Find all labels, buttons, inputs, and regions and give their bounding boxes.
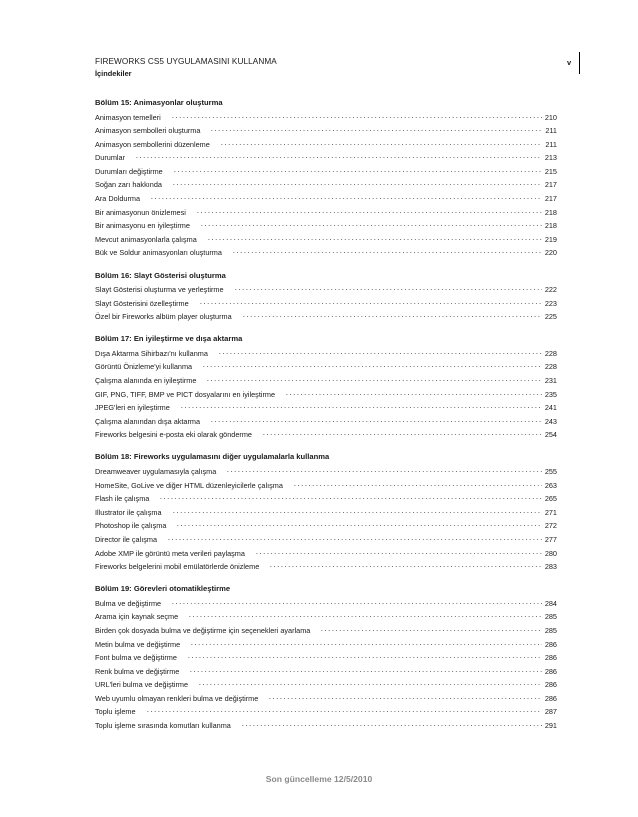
toc-entry[interactable] (95, 651, 557, 665)
toc-entry[interactable] (95, 547, 557, 561)
chapter-title[interactable]: Bölüm 19: Görevleri otomatikleştirme (95, 584, 231, 594)
toc-entry-label: Toplu işleme (95, 707, 136, 717)
dot-leader (268, 698, 542, 699)
toc-entry-page: 219 (544, 234, 557, 244)
page-number: v (567, 58, 572, 67)
toc-entry[interactable] (95, 388, 557, 402)
chapter-block (95, 333, 557, 442)
toc-entry-label: Ara Doldurma (95, 194, 141, 204)
dot-leader (200, 225, 542, 226)
toc-entry-label: Slayt Gösterisi oluşturma ve yerleştirme (95, 285, 224, 295)
dot-leader (206, 380, 541, 381)
toc-entry-label: Animasyon sembolleri oluşturma (95, 126, 201, 136)
toc-entry-label: Özel bir Fireworks albüm player oluşturma (95, 312, 232, 322)
toc-entry-page: 218 (544, 207, 557, 217)
toc-entry-label: GIF, PNG, TIFF, BMP ve PICT dosyalarını en iyileştirme (95, 389, 276, 399)
toc-entry-label: Bulma ve değiştirme (95, 598, 162, 608)
toc-entry-page: 287 (544, 707, 557, 717)
dot-leader (172, 184, 542, 185)
toc-entry-label: Animasyon temelleri (95, 112, 161, 122)
toc-entry-page: 228 (544, 362, 557, 372)
toc-entry-page: 286 (544, 666, 557, 676)
toc-entry-label: Font bulma ve değiştirme (95, 653, 177, 663)
toc-entry-page: 222 (544, 285, 557, 295)
toc-entry[interactable] (95, 428, 557, 442)
toc-entry-page: 265 (544, 494, 557, 504)
chapter-title[interactable]: Bölüm 18: Fireworks uygulamasını diğer uygulamalarla kullanma (95, 452, 330, 462)
dot-leader (171, 603, 542, 604)
toc-entry-page: 223 (544, 298, 557, 308)
toc-entry[interactable] (95, 479, 557, 493)
toc-entry[interactable] (95, 124, 557, 138)
dot-leader (173, 171, 542, 172)
toc-entry-page: 235 (544, 389, 557, 399)
dot-leader (241, 725, 542, 726)
toc-entry[interactable] (95, 138, 557, 152)
toc-entry[interactable] (95, 465, 557, 479)
toc-entry[interactable] (95, 678, 557, 692)
toc-entry-label: Director ile çalışma (95, 534, 158, 544)
toc-entry-label: Çalışma alanından dışa aktarma (95, 416, 201, 426)
toc-entry-page: 286 (544, 653, 557, 663)
dot-leader (232, 252, 542, 253)
toc-entry[interactable] (95, 111, 557, 125)
toc-entry-label: Metin bulma ve değiştirme (95, 639, 181, 649)
toc-entry-page: 225 (544, 312, 557, 322)
toc-entry-label: Dreamweaver uygulamasıyla çalışma (95, 466, 217, 476)
toc-entry-page: 286 (544, 693, 557, 703)
toc-entry-page: 272 (544, 521, 557, 531)
dot-leader (199, 303, 542, 304)
chapter-block (95, 97, 557, 260)
dot-leader (210, 421, 542, 422)
toc-entry[interactable] (95, 492, 557, 506)
toc-entry-page: 277 (544, 534, 557, 544)
dot-leader (150, 198, 542, 199)
toc-entry-page: 211 (545, 139, 557, 149)
dot-leader (146, 711, 542, 712)
toc-entry-label: Toplu işleme sırasında komutları kullanma (95, 721, 231, 731)
toc-entry-page: 286 (544, 680, 557, 690)
dot-leader (220, 144, 542, 145)
dot-leader (262, 434, 542, 435)
dot-leader (159, 498, 541, 499)
toc-entry-page: 217 (544, 194, 557, 204)
toc-entry-label: Mevcut animasyonlarla çalışma (95, 234, 197, 244)
toc-entry-page: 241 (544, 403, 557, 413)
toc-entry-label: Fireworks belgelerini mobil emülatörlerde önizleme (95, 562, 260, 572)
dot-leader (269, 566, 542, 567)
toc-entry-label: Bir animasyonu en iyileştirme (95, 221, 190, 231)
toc-entry-page: 231 (544, 376, 557, 385)
toc-entry-label: URL'leri bulma ve değiştirme (95, 680, 189, 690)
toc-entry-page: 286 (544, 639, 557, 649)
dot-leader (135, 157, 542, 158)
toc-entry-label: Birden çok dosyada bulma ve değiştirme için seçenekleri ayarlama (95, 625, 311, 635)
toc-entry-page: 220 (544, 248, 557, 258)
toc-entry[interactable] (95, 347, 557, 361)
toc-entry[interactable] (95, 624, 557, 638)
toc-entry-page: 280 (544, 548, 557, 558)
toc-entry-page: 218 (544, 221, 557, 231)
dot-leader (210, 130, 542, 131)
toc-entry[interactable] (95, 692, 557, 706)
page-header (95, 57, 575, 79)
dot-leader (167, 539, 542, 540)
toc-entry[interactable] (95, 610, 557, 624)
toc-entry[interactable] (95, 310, 557, 324)
dot-leader (187, 657, 542, 658)
toc-entry-page: 243 (544, 416, 557, 426)
dot-leader (190, 644, 542, 645)
toc-entry-label: JPEG'leri en iyileştirme (95, 403, 170, 413)
toc-entry-page: 217 (544, 180, 557, 190)
toc-entry[interactable] (95, 219, 557, 233)
chapter-title[interactable]: Bölüm 15: Animasyonlar oluşturma (95, 98, 223, 107)
toc-entry-page: 211 (545, 126, 557, 136)
toc-entry-page: 254 (544, 430, 557, 440)
toc-entry-page: 283 (544, 562, 557, 572)
toc-entry[interactable] (95, 233, 557, 247)
toc-entry[interactable] (95, 719, 557, 733)
dot-leader (242, 316, 542, 317)
toc-entry[interactable] (95, 519, 557, 533)
toc-entry-page: 213 (544, 153, 557, 163)
toc-entry-label: Renk bulma ve değiştirme (95, 666, 180, 676)
toc-entry-label: Çalışma alanında en iyileştirme (95, 376, 197, 385)
dot-leader (171, 117, 542, 118)
dot-leader (176, 525, 541, 526)
dot-leader (198, 684, 542, 685)
toc-entry-label: Soğan zarı hakkında (95, 180, 162, 190)
toc-entry[interactable] (95, 206, 557, 220)
toc-entry-page: 263 (544, 480, 557, 490)
dot-leader (255, 553, 542, 554)
toc-entry-label: Bük ve Soldur animasyonları oluşturma (95, 248, 222, 258)
toc-entry[interactable] (95, 151, 557, 165)
dot-leader (320, 630, 541, 631)
dot-leader (293, 485, 542, 486)
toc-entry-label: Durumları değiştirme (95, 166, 163, 176)
toc-entry[interactable] (95, 560, 557, 574)
toc-entry-label: Durumlar (95, 153, 126, 163)
toc-entry[interactable] (95, 178, 557, 192)
toc-entry[interactable] (95, 665, 557, 679)
toc-entry-label: HomeSite, GoLive ve diğer HTML düzenleyicilerle çalışma (95, 480, 283, 490)
chapter-title[interactable]: Bölüm 16: Slayt Gösterisi oluşturma (95, 270, 226, 280)
toc-entry-label: Web uyumlu olmayan renkleri bulma ve değiştirme (95, 693, 259, 703)
toc-entry[interactable] (95, 597, 557, 611)
toc-entry-page: 284 (544, 598, 557, 608)
toc-entry[interactable] (95, 374, 557, 388)
toc-entry-label: Slayt Gösterisini özelleştirme (95, 298, 189, 308)
dot-leader (285, 394, 542, 395)
toc-entry[interactable] (95, 246, 557, 260)
toc-entry[interactable] (95, 283, 557, 297)
section-label: İçindekiler (95, 69, 132, 78)
header-divider (579, 52, 580, 74)
chapter-block (95, 270, 557, 324)
toc-entry[interactable] (95, 533, 557, 547)
dot-leader (196, 212, 542, 213)
toc-entry[interactable] (95, 165, 557, 179)
dot-leader (188, 616, 542, 617)
toc-entry-label: Arama için kaynak seçme (95, 612, 179, 622)
toc-entry-page: 228 (544, 348, 557, 358)
chapter-block (95, 583, 557, 732)
chapter-block (95, 451, 557, 573)
document-title: FIREWORKS CS5 UYGULAMASINI KULLANMA (95, 57, 277, 66)
dot-leader (207, 239, 542, 240)
toc-entry-label: Flash ile çalışma (95, 494, 150, 504)
toc-entry-label: Görüntü Önizleme'yi kullanma (95, 362, 193, 372)
toc-entry[interactable] (95, 415, 557, 429)
toc-entry-label: Fireworks belgesini e-posta eki olarak gönderme (95, 430, 252, 440)
dot-leader (218, 353, 542, 354)
last-updated-footer: Son güncelleme 12/5/2010 (265, 774, 373, 784)
dot-leader (172, 512, 542, 513)
toc-entry-label: Animasyon sembollerini düzenleme (95, 139, 210, 149)
chapter-title[interactable]: Bölüm 17: En iyileştirme ve dışa aktarma (95, 334, 243, 344)
toc-entry-page: 215 (544, 166, 557, 176)
dot-leader (180, 407, 542, 408)
toc-entry-page: 285 (544, 625, 557, 635)
toc-entry-page: 291 (544, 721, 557, 731)
toc-entry-page: 255 (544, 466, 557, 476)
dot-leader (202, 366, 542, 367)
toc-entry-label: Adobe XMP ile görüntü meta verileri paylaşma (95, 548, 245, 558)
dot-leader (226, 471, 542, 472)
toc-entry[interactable] (95, 705, 557, 719)
toc-entry-page: 285 (544, 612, 557, 622)
toc-entry-label: Illustrator ile çalışma (95, 507, 162, 517)
dot-leader (189, 671, 541, 672)
toc-entry-label: Bir animasyonun önizlemesi (95, 207, 186, 217)
dot-leader (234, 289, 542, 290)
toc-entry-page: 271 (544, 507, 557, 517)
toc-entry[interactable] (95, 192, 557, 206)
toc-entry[interactable] (95, 506, 557, 520)
toc-entry-label: Photoshop ile çalışma (95, 521, 167, 531)
toc-entry[interactable] (95, 297, 557, 311)
toc-entry-label: Dışa Aktarma Sihirbazı'nı kullanma (95, 348, 208, 358)
toc-entry[interactable] (95, 401, 557, 415)
table-of-contents (95, 97, 557, 742)
toc-entry-page: 210 (544, 112, 557, 122)
toc-entry[interactable] (95, 638, 557, 652)
toc-entry[interactable] (95, 360, 557, 374)
